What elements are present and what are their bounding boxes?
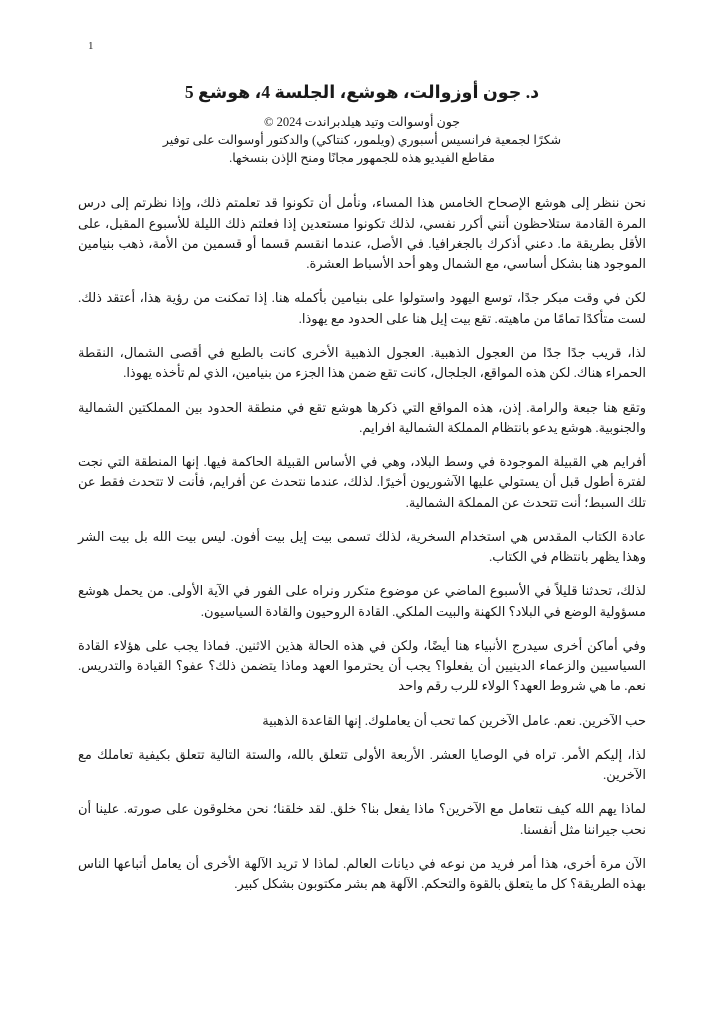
- paragraph: وفي أماكن أخرى سيدرج الأنبياء هنا أيضًا، ولكن في هذه الحالة هذين الاثنين. فماذا يجب على هؤلاء القادة السياسيين والزعماء الدينيين أن يفعلوا؟ يجب أن يحترموا العهد وماذا يتضمن ذلك؟ عفو؟ القيادة والتدريس. نعم. ما هي شروط العهد؟ الولاء للرب رقم واحد: [78, 637, 646, 694]
- paragraph: لماذا يهم الله كيف نتعامل مع الآخرين؟ ماذا يفعل بنا؟ خلق. لقد خلقنا؛ نحن مخلوقون على صورته. علينا أن نحب جيراننا مثل أنفسنا.: [78, 801, 646, 837]
- copyright-line: جون أوسوالت وتيد هيلدبراندت 2024 ©: [263, 115, 461, 129]
- paragraph: أفرايم هي القبيلة الموجودة في وسط البلاد، وهي في الأساس القبيلة الحاكمة فيها. إنها المنطقة التي نجت لفترة أطول قبل أن يستولي عليها الآشوريون أخيرًا. لذلك، عندما نتحدث عن أفرايم، فأنت لا تتحدث فقط عن تلك السبط؛ أنت تتحدث عن المملكة الشمالية.: [78, 454, 646, 510]
- paragraph: لذا، إليكم الأمر. تراه في الوصايا العشر. الأربعة الأولى تتعلق بالله، والستة التالية تتعلق بكيفية تعاملك مع الآخرين.: [78, 746, 646, 783]
- paragraph: الآن مرة أخرى، هذا أمر فريد من نوعه في ديانات العالم. لماذا لا تريد الآلهة الأخرى أن يعامل أتباعها الناس بهذه الطريقة؟ كل ما يتعلق بالقوة والتحكم. الآلهة هم بشر مكتوبون بشكل كبير.: [78, 856, 646, 892]
- document-body: [78, 193, 646, 894]
- paragraph: نحن ننظر إلى هوشع الإصحاح الخامس هذا المساء، ونأمل أن تكونوا قد تعلمتم ذلك، وإذا نظرتم إلى درس المرة القادمة ستلاحظون أنني أكرر نفسي، لذلك تكونوا مستعدين إذا فعلتم ذلك الليلة للأسبوع المقبل، على الأقل بطريقة ما. دعني أذكرك بالجغرافيا. في الأصل، عندما انقسم قسما أو قسمين من الأمة، ذهب بنيامين الموجود هنا بشكل أساسي، مع الشمال وهو أحد الأسباط العشرة.: [78, 195, 646, 272]
- acknowledgment-line-2: مقاطع الفيديو هذه للجمهور مجانًا ومنح الإذن بنسخها.: [229, 151, 495, 166]
- paragraph: حب الآخرين. نعم. عامل الآخرين كما تحب أن يعاملوك. إنها القاعدة الذهبية: [262, 712, 646, 728]
- paragraph: لذا، قريب جدًا جدًا من العجول الذهبية. العجول الذهبية الأخرى كانت بالطبع في أقصى الشمال، النقطة الحمراء هناك. لكن هذه المواقع، الجلجال، كانت تقع ضمن هذا الجزء من بنيامين، الذي لم تأخذه يهوذا.: [78, 344, 646, 381]
- page-number: 1: [88, 40, 94, 52]
- paragraph: لذلك، تحدثنا قليلاً في الأسبوع الماضي عن موضوع متكرر ونراه على الفور في الآية الأولى. من يحمل هوشع مسؤولية الوضع في البلاد؟ الكهنة والبيت الملكي. القادة الروحيون والقادة السياسيون.: [78, 583, 646, 619]
- acknowledgment-line-1: شكرًا لجمعية فرانسيس أسبوري (ويلمور، كنتاكي) والدكتور أوسوالت على توفير: [162, 133, 562, 148]
- document-title: د. جون أوزوالت، هوشع، الجلسة 4، هوشع 5: [184, 82, 540, 102]
- paragraph: لكن في وقت مبكر جدًا، توسع اليهود واستولوا على بنيامين بأكمله هنا. إذا تمكنت من رؤية هذا، أعتقد ذلك. لست متأكدًا تمامًا من ماهيته. تقع بيت إيل هنا على الحدود مع يهوذا.: [78, 290, 646, 326]
- paragraph: عادة الكتاب المقدس هي استخدام السخرية، لذلك تسمى بيت إيل بيت أفون. ليس بيت الله بل بيت الشر وهذا يظهر بانتظام في الكتاب.: [78, 528, 646, 565]
- paragraph: وتقع هنا جبعة والرامة. إذن، هذه المواقع التي ذكرها هوشع تقع في منطقة الحدود بين المملكتين الشمالية والجنوبية. هوشع يدعو بانتظام المملكة الشمالية افرايم.: [78, 399, 646, 435]
- document-meta: [78, 113, 646, 167]
